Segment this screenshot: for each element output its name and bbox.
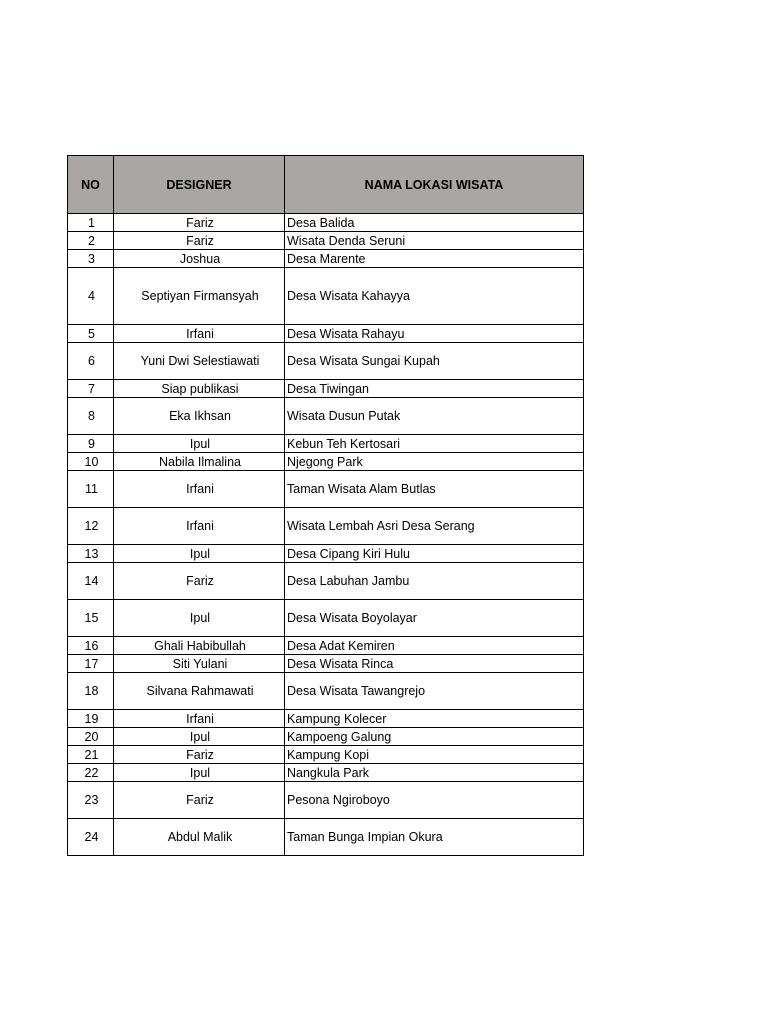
row-number: 24 [68,819,114,856]
location-name: Kampung Kolecer [285,710,584,728]
designer-name: Irfani [114,325,285,343]
table-row [68,746,584,764]
location-name: Desa Wisata Rinca [285,655,584,673]
designer-name: Nabila Ilmalina [114,453,285,471]
designer-name: Fariz [114,746,285,764]
table-row [68,545,584,563]
designer-name: Irfani [114,508,285,545]
table-row [68,398,584,435]
location-name: Desa Wisata Sungai Kupah [285,343,584,380]
row-number: 21 [68,746,114,764]
table-row [68,435,584,453]
table-row [68,380,584,398]
row-number: 8 [68,398,114,435]
designer-name: Irfani [114,471,285,508]
designer-name: Fariz [114,563,285,600]
row-number: 9 [68,435,114,453]
row-number: 17 [68,655,114,673]
designer-name: Ipul [114,435,285,453]
header-no: NO [68,156,114,214]
table-row [68,563,584,600]
designer-name: Ipul [114,728,285,746]
row-number: 20 [68,728,114,746]
location-name: Wisata Lembah Asri Desa Serang [285,508,584,545]
location-name: Desa Wisata Rahayu [285,325,584,343]
row-number: 3 [68,250,114,268]
location-name: Desa Adat Kemiren [285,637,584,655]
designer-name: Fariz [114,782,285,819]
designer-name: Siti Yulani [114,655,285,673]
location-name: Kampung Kopi [285,746,584,764]
designer-name: Ipul [114,545,285,563]
table-row [68,600,584,637]
location-name: Desa Wisata Boyolayar [285,600,584,637]
designer-location-table [67,155,584,856]
row-number: 16 [68,637,114,655]
designer-name: Siap publikasi [114,380,285,398]
row-number: 12 [68,508,114,545]
row-number: 2 [68,232,114,250]
row-number: 11 [68,471,114,508]
location-name: Taman Wisata Alam Butlas [285,471,584,508]
location-name: Desa Marente [285,250,584,268]
designer-name: Fariz [114,232,285,250]
row-number: 10 [68,453,114,471]
location-name: Taman Bunga Impian Okura [285,819,584,856]
row-number: 15 [68,600,114,637]
table-row [68,819,584,856]
designer-name: Ipul [114,600,285,637]
designer-name: Joshua [114,250,285,268]
header-lokasi: NAMA LOKASI WISATA [285,156,584,214]
location-name: Kampoeng Galung [285,728,584,746]
designer-name: Abdul Malik [114,819,285,856]
header-row [68,156,584,214]
location-name: Desa Wisata Kahayya [285,268,584,325]
location-name: Pesona Ngiroboyo [285,782,584,819]
row-number: 7 [68,380,114,398]
table-row [68,471,584,508]
table-row [68,343,584,380]
location-name: Desa Wisata Tawangrejo [285,673,584,710]
designer-name: Ghali Habibullah [114,637,285,655]
row-number: 5 [68,325,114,343]
designer-name: Ipul [114,764,285,782]
table-row [68,232,584,250]
designer-name: Septiyan Firmansyah [114,268,285,325]
table-row [68,214,584,232]
row-number: 23 [68,782,114,819]
row-number: 1 [68,214,114,232]
designer-name: Silvana Rahmawati [114,673,285,710]
table-row [68,637,584,655]
row-number: 6 [68,343,114,380]
table-row [68,325,584,343]
designer-name: Irfani [114,710,285,728]
header-designer: DESIGNER [114,156,285,214]
designer-name: Eka Ikhsan [114,398,285,435]
location-name: Njegong Park [285,453,584,471]
table-row [68,655,584,673]
row-number: 18 [68,673,114,710]
table-row [68,453,584,471]
location-name: Wisata Denda Seruni [285,232,584,250]
table-row [68,268,584,325]
table-row [68,764,584,782]
designer-name: Yuni Dwi Selestiawati [114,343,285,380]
location-name: Desa Tiwingan [285,380,584,398]
row-number: 14 [68,563,114,600]
location-name: Nangkula Park [285,764,584,782]
row-number: 13 [68,545,114,563]
location-name: Wisata Dusun Putak [285,398,584,435]
table-body [68,214,584,856]
table-row [68,250,584,268]
location-name: Desa Labuhan Jambu [285,563,584,600]
row-number: 22 [68,764,114,782]
table-row [68,782,584,819]
designer-name: Fariz [114,214,285,232]
location-name: Desa Balida [285,214,584,232]
table-row [68,728,584,746]
table-row [68,673,584,710]
location-name: Kebun Teh Kertosari [285,435,584,453]
row-number: 4 [68,268,114,325]
table-row [68,710,584,728]
row-number: 19 [68,710,114,728]
table-row [68,508,584,545]
location-name: Desa Cipang Kiri Hulu [285,545,584,563]
